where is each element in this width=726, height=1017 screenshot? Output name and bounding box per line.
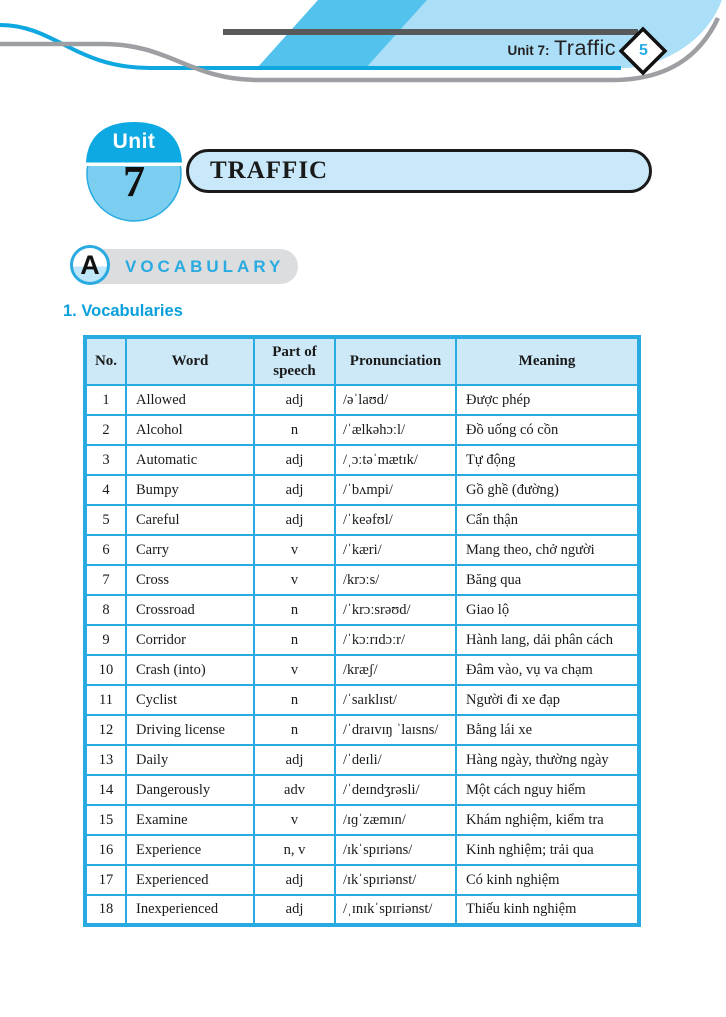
- cell-pronunciation: /ˌɪnɪkˈspɪriənst/: [335, 895, 456, 925]
- col-header-no: No.: [85, 337, 126, 385]
- table-row: [85, 895, 639, 925]
- cell-meaning: Kinh nghiệm; trải qua: [456, 835, 639, 865]
- cell-no: 16: [85, 835, 126, 865]
- cell-meaning: Cẩn thận: [456, 505, 639, 535]
- col-header-pos: Part of speech: [254, 337, 335, 385]
- cell-word: Crossroad: [126, 595, 254, 625]
- table-row: [85, 565, 639, 595]
- table-row: [85, 595, 639, 625]
- cell-meaning: Hàng ngày, thường ngày: [456, 745, 639, 775]
- cell-no: 17: [85, 865, 126, 895]
- table-row: [85, 865, 639, 895]
- cell-no: 11: [85, 685, 126, 715]
- cell-word: Corridor: [126, 625, 254, 655]
- cell-no: 8: [85, 595, 126, 625]
- cell-no: 4: [85, 475, 126, 505]
- cell-word: Automatic: [126, 445, 254, 475]
- cell-pronunciation: /ˈdraɪvɪŋ ˈlaɪsns/: [335, 715, 456, 745]
- cell-pronunciation: /krɔːs/: [335, 565, 456, 595]
- cell-meaning: Hành lang, dải phân cách: [456, 625, 639, 655]
- table-row: [85, 805, 639, 835]
- cell-meaning: Bằng lái xe: [456, 715, 639, 745]
- section-title: VOCABULARY: [125, 256, 285, 276]
- col-header-pronunciation: Pronunciation: [335, 337, 456, 385]
- cell-pos: n: [254, 685, 335, 715]
- cell-meaning: Mang theo, chở người: [456, 535, 639, 565]
- cell-word: Driving license: [126, 715, 254, 745]
- cell-pronunciation: /ˈkæri/: [335, 535, 456, 565]
- cell-meaning: Có kinh nghiệm: [456, 865, 639, 895]
- table-header-row: [85, 337, 639, 385]
- running-header-unit-title: Traffic: [553, 36, 616, 60]
- running-header-unit-label: Unit 7:: [507, 43, 550, 58]
- cell-pronunciation: /ˈælkəhɔːl/: [335, 415, 456, 445]
- cell-pronunciation: /ˈkeəfʊl/: [335, 505, 456, 535]
- cell-word: Alcohol: [126, 415, 254, 445]
- cell-pronunciation: /ˈbʌmpi/: [335, 475, 456, 505]
- cell-word: Dangerously: [126, 775, 254, 805]
- cell-pos: n, v: [254, 835, 335, 865]
- cell-word: Examine: [126, 805, 254, 835]
- cell-pronunciation: /kræʃ/: [335, 655, 456, 685]
- table-row: [85, 685, 639, 715]
- col-header-word: Word: [126, 337, 254, 385]
- cell-pronunciation: /ˈsaɪklɪst/: [335, 685, 456, 715]
- col-header-meaning: Meaning: [456, 337, 639, 385]
- table-row: [85, 835, 639, 865]
- cell-no: 13: [85, 745, 126, 775]
- cell-word: Experience: [126, 835, 254, 865]
- cell-meaning: Thiếu kinh nghiệm: [456, 895, 639, 925]
- page-number: 5: [639, 42, 648, 59]
- cell-meaning: Giao lộ: [456, 595, 639, 625]
- unit-title: TRAFFIC: [210, 157, 329, 184]
- cell-pronunciation: /əˈlaʊd/: [335, 385, 456, 415]
- cell-word: Cross: [126, 565, 254, 595]
- cell-pos: adj: [254, 445, 335, 475]
- cell-word: Daily: [126, 745, 254, 775]
- cell-pos: v: [254, 655, 335, 685]
- table-row: [85, 655, 639, 685]
- cell-pos: n: [254, 595, 335, 625]
- table-row: [85, 385, 639, 415]
- cell-no: 7: [85, 565, 126, 595]
- cell-pronunciation: /ɪɡˈzæmɪn/: [335, 805, 456, 835]
- cell-word: Inexperienced: [126, 895, 254, 925]
- cell-pronunciation: /ˈkɔːrɪdɔːr/: [335, 625, 456, 655]
- cell-no: 2: [85, 415, 126, 445]
- cell-no: 5: [85, 505, 126, 535]
- vocabulary-table-body: [85, 385, 639, 925]
- cell-meaning: Người đi xe đạp: [456, 685, 639, 715]
- cell-pos: adj: [254, 865, 335, 895]
- cell-meaning: Khám nghiệm, kiểm tra: [456, 805, 639, 835]
- table-row: [85, 445, 639, 475]
- cell-pos: n: [254, 715, 335, 745]
- table-row: [85, 475, 639, 505]
- cell-no: 15: [85, 805, 126, 835]
- decor-top-bar: [223, 29, 638, 35]
- cell-pos: adj: [254, 505, 335, 535]
- cell-meaning: Gồ ghề (đường): [456, 475, 639, 505]
- page-header-decoration: [0, 0, 726, 115]
- cell-no: 9: [85, 625, 126, 655]
- subheading: 1. Vocabularies: [63, 302, 183, 320]
- unit-title-banner: [186, 149, 652, 193]
- cell-no: 1: [85, 385, 126, 415]
- cell-pos: v: [254, 535, 335, 565]
- cell-no: 10: [85, 655, 126, 685]
- vocabulary-table-header: [85, 337, 639, 385]
- cell-word: Experienced: [126, 865, 254, 895]
- cell-word: Crash (into): [126, 655, 254, 685]
- cell-word: Carry: [126, 535, 254, 565]
- cell-no: 3: [85, 445, 126, 475]
- cell-no: 6: [85, 535, 126, 565]
- table-row: [85, 535, 639, 565]
- table-row: [85, 775, 639, 805]
- cell-pos: v: [254, 565, 335, 595]
- unit-badge-number: 7: [123, 157, 145, 206]
- running-header: [380, 36, 616, 61]
- cell-pronunciation: /ɪkˈspɪriəns/: [335, 835, 456, 865]
- cell-pos: adj: [254, 745, 335, 775]
- table-row: [85, 415, 639, 445]
- cell-meaning: Đâm vào, vụ va chạm: [456, 655, 639, 685]
- cell-no: 12: [85, 715, 126, 745]
- cell-pos: n: [254, 625, 335, 655]
- cell-pronunciation: /ɪkˈspɪriənst/: [335, 865, 456, 895]
- cell-meaning: Được phép: [456, 385, 639, 415]
- cell-no: 18: [85, 895, 126, 925]
- cell-pos: n: [254, 415, 335, 445]
- table-row: [85, 715, 639, 745]
- cell-meaning: Đồ uống có cồn: [456, 415, 639, 445]
- cell-word: Bumpy: [126, 475, 254, 505]
- cell-pos: adj: [254, 895, 335, 925]
- vocabulary-table: [83, 335, 641, 927]
- cell-word: Allowed: [126, 385, 254, 415]
- cell-pos: adj: [254, 475, 335, 505]
- cell-meaning: Tự động: [456, 445, 639, 475]
- cell-pos: v: [254, 805, 335, 835]
- cell-word: Cyclist: [126, 685, 254, 715]
- section-a-icon: A: [70, 245, 110, 285]
- unit-badge-word: Unit: [112, 130, 156, 153]
- cell-word: Careful: [126, 505, 254, 535]
- table-row: [85, 625, 639, 655]
- table-row: [85, 745, 639, 775]
- cell-meaning: Băng qua: [456, 565, 639, 595]
- cell-pos: adj: [254, 385, 335, 415]
- cell-no: 14: [85, 775, 126, 805]
- cell-pos: adv: [254, 775, 335, 805]
- cell-pronunciation: /ˈdeɪndʒrəsli/: [335, 775, 456, 805]
- cell-pronunciation: /ˈdeɪli/: [335, 745, 456, 775]
- cell-pronunciation: /ˌɔːtəˈmætɪk/: [335, 445, 456, 475]
- cell-meaning: Một cách nguy hiểm: [456, 775, 639, 805]
- cell-pronunciation: /ˈkrɔːsrəʊd/: [335, 595, 456, 625]
- table-row: [85, 505, 639, 535]
